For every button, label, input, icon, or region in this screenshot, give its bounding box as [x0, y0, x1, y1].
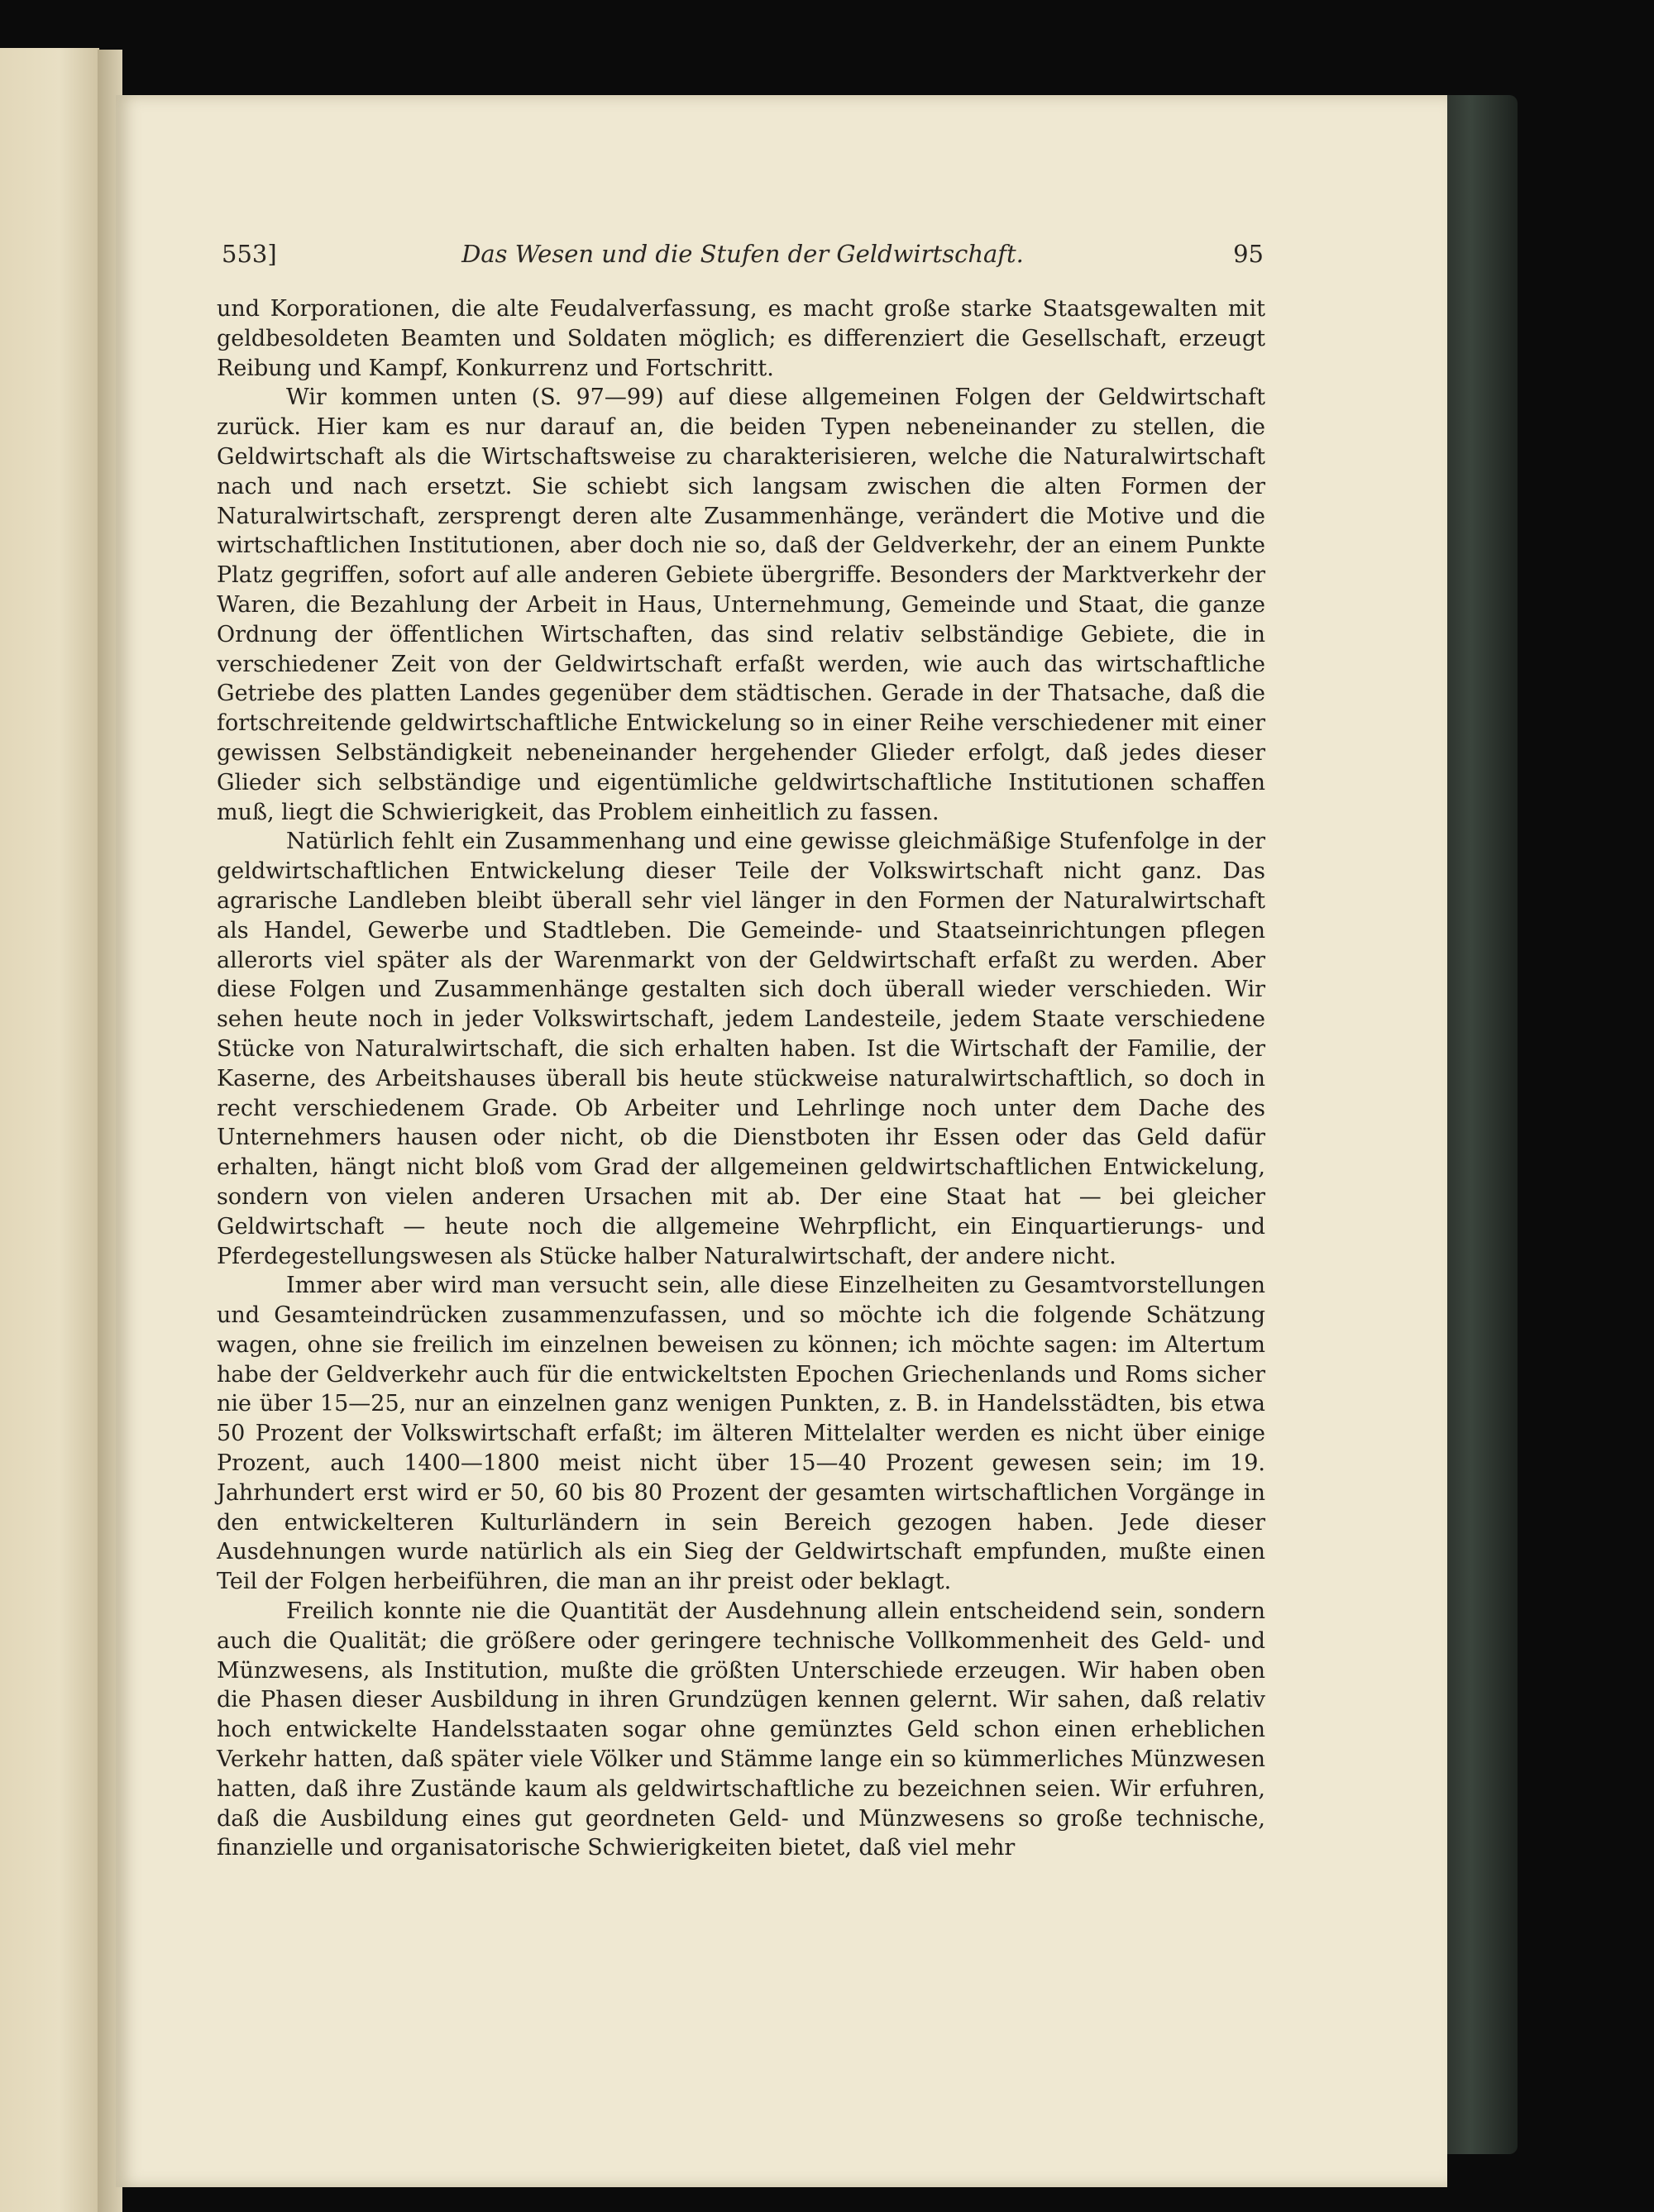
page-number: 95	[1233, 240, 1264, 268]
facing-page-edge	[0, 48, 99, 2212]
running-head	[222, 240, 1264, 281]
paragraph: Immer aber wird man versucht sein, alle diese Einzelheiten zu Gesamtvorstellungen und Gesamteindrücken zusammenzufassen, und so möchte ich die folgende Schätzung wagen, ohne sie freilich im einzelnen beweisen zu können; ich möchte sagen: im Altertum habe der Geldverkehr auch für die entwickeltsten Epochen Griechenlands und Roms sicher nie über 15—25, nur an einzelnen ganz wenigen Punkten, z. B. in Handelsstädten, bis etwa 50 Prozent der Volkswirtschaft erfaßt; im älteren Mittelalter werden es nicht über einige Prozent, auch 1400—1800 meist nicht über 15—40 Prozent gewesen sein; im 19. Jahrhundert erst wird er 50, 60 bis 80 Prozent der gesamten wirtschaftlichen Vorgänge in den entwickelteren Kulturländern in sein Bereich gezogen haben. Jede dieser Ausdehnungen wurde natürlich als ein Sieg der Geldwirtschaft empfunden, mußte einen Teil der Folgen herbeiführen, die man an ihr preist oder beklagt.	[217, 1273, 1265, 1595]
paragraph: Wir kommen unten (S. 97—99) auf diese allgemeinen Folgen der Geldwirtschaft zurück. Hier kam es nur darauf an, die beiden Typen nebeneinander zu stellen, die Geldwirtschaft als die Wirtschaftsweise zu charakterisieren, welche die Naturalwirtschaft nach und nach ersetzt. Sie schiebt sich langsam zwischen die alten Formen der Naturalwirtschaft, zersprengt deren alte Zusammenhänge, verändert die Motive und die wirtschaftlichen Institutionen, aber doch nie so, daß der Geldverkehr, der an einem Punkte Platz gegriffen, sofort auf alle anderen Gebiete übergriffe. Besonders der Marktverkehr der Waren, die Bezahlung der Arbeit in Haus, Unternehmung, Gemeinde und Staat, die ganze Ordnung der öffentlichen Wirtschaften, das sind relativ selbständige Gebiete, die in verschiedener Zeit von der Geldwirtschaft erfaßt werden, wie auch das wirtschaftliche Getriebe des platten Landes gegenüber dem städtischen. Gerade in der Thatsache, daß die fortschreitende geldwirtschaftliche Entwickelung so in einer Reihe verschiedener mit einer gewissen Selbständigkeit nebeneinander hergehender Glieder erfolgt, daß jedes dieser Glieder sich selbständige und eigentümliche geldwirtschaftliche Institutionen schaffen muß, liegt die Schwierigkeit, das Problem einheitlich zu fassen.	[217, 385, 1265, 825]
paragraph-continued: und Korporationen, die alte Feudalverfassung, es macht große starke Staatsgewalten mit geldbesoldeten Beamten und Soldaten möglich; es differenziert die Gesellschaft, erzeugt Reibung und Kampf, Konkurrenz und Fortschritt.	[217, 296, 1265, 381]
running-title: Das Wesen und die Stufen der Geldwirtschaft.	[461, 240, 1024, 268]
book-cover-edge	[1439, 95, 1518, 2154]
body-text	[217, 294, 1265, 1863]
page-reference: 553]	[222, 240, 277, 268]
paragraph: Freilich konnte nie die Quantität der Ausdehnung allein entscheidend sein, sondern auch die Qualität; die größere oder geringere technische Vollkommenheit des Geld- und Münzwesens, als Institution, mußte die größten Unterschiede erzeugen. Wir haben oben die Phasen dieser Ausbildung in ihren Grundzügen kennen gelernt. Wir sahen, daß relativ hoch entwickelte Handelsstaaten sogar ohne gemünztes Geld schon einen erheblichen Verkehr hatten, daß später viele Völker und Stämme lange ein so kümmerliches Münzwesen hatten, daß ihre Zustände kaum als geldwirtschaftliche zu bezeichnen seien. Wir erfuhren, daß die Ausbildung eines gut geordneten Geld- und Münzwesens so große technische, finanzielle und organisatorische Schwierigkeiten bietet, daß viel mehr	[217, 1598, 1265, 1861]
paragraph: Natürlich fehlt ein Zusammenhang und eine gewisse gleichmäßige Stufenfolge in der geldwirtschaftlichen Entwickelung dieser Teile der Volkswirtschaft nicht ganz. Das agrarische Landleben bleibt überall sehr viel länger in den Formen der Naturalwirtschaft als Handel, Gewerbe und Stadtleben. Die Gemeinde- und Staatseinrichtungen pflegen allerorts viel später als der Warenmarkt von der Geldwirtschaft erfaßt zu werden. Aber diese Folgen und Zusammenhänge gestalten sich doch überall wieder verschieden. Wir sehen heute noch in jeder Volkswirtschaft, jedem Landesteile, jedem Staate verschiedene Stücke von Naturalwirtschaft, die sich erhalten haben. Ist die Wirtschaft der Familie, der Kaserne, des Arbeitshauses überall bis heute stückweise naturalwirtschaftlich, so doch in recht verschiedenem Grade. Ob Arbeiter und Lehrlinge noch unter dem Dache des Unternehmers hausen oder nicht, ob die Dienstboten ihr Essen oder das Geld dafür erhalten, hängt nicht bloß vom Grad der allgemeinen geldwirtschaftlichen Entwickelung, sondern von vielen anderen Ursachen mit ab. Der eine Staat hat — bei gleicher Geldwirtschaft — heute noch die allgemeine Wehrpflicht, ein Einquartierungs- und Pferdegestellungswesen als Stücke halber Naturalwirtschaft, der andere nicht.	[217, 829, 1265, 1269]
